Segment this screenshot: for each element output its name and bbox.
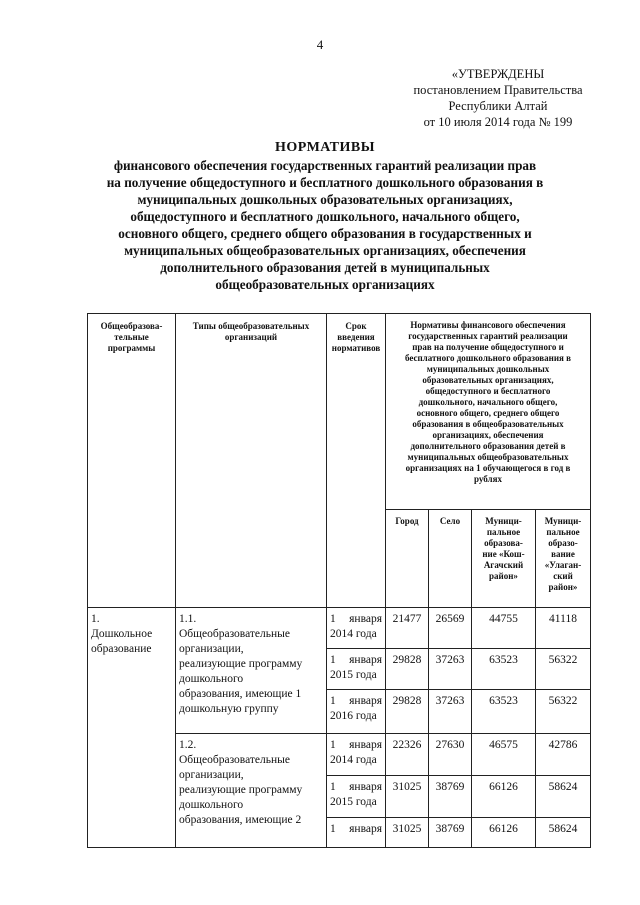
value-kosh-agach: 46575: [472, 734, 536, 776]
title-line: финансового обеспечения государственных гарантий реализации прав: [113, 158, 537, 173]
approval-line: Республики Алтай: [448, 99, 548, 113]
date-cell: 1 января 2016 года: [327, 690, 386, 734]
header-programs: Общеобразова- тельные программы: [88, 314, 176, 608]
value-city: 29828: [386, 690, 429, 734]
value-ulagan: 58624: [536, 818, 591, 848]
header-city: Город: [386, 510, 429, 608]
program-name: Дошкольное образование: [91, 628, 153, 655]
date-cell: 1 января: [327, 818, 386, 848]
value-kosh-agach: 44755: [472, 608, 536, 649]
date-cell: 1 января 2015 года: [327, 649, 386, 690]
value-city: 21477: [386, 608, 429, 649]
date-cell: 1 января 2014 года: [327, 608, 386, 649]
header-norms: Нормативы финансового обеспечения государственных гарантий реализации прав на получение общедоступного и бесплатного дошкольного образования в муниципальных дошкольных образовательных организациях, общедоступного и бесплатного дошкольного, начального общего, основного общего, среднего общего образования в общеобразовательных организациях, обеспечения дополнительного образования детей в муниципальных общеобразовательных организациях на 1 обучающегося в год в рублях: [386, 314, 591, 510]
norms-table: [87, 313, 591, 848]
value-ulagan: 56322: [536, 649, 591, 690]
program-number: 1.: [91, 613, 100, 625]
title-main: НОРМАТИВЫ: [275, 140, 375, 155]
org-type-cell: 1.2. Общеобразовательные организации, реализующие программу дошкольного образования, имеющие 2: [176, 734, 327, 848]
value-village: 38769: [429, 818, 472, 848]
header-kosh-agach: Муници- пальное образова- ние «Кош- Агачский район»: [472, 510, 536, 608]
header-ulagan: Муници- пальное образо- вание «Улаган- ский район»: [536, 510, 591, 608]
org-type-cell: 1.1. Общеобразовательные организации, реализующие программу дошкольного образования, имеющие 1 дошкольную группу: [176, 608, 327, 734]
value-village: 26569: [429, 608, 472, 649]
approval-line: от 10 июля 2014 года № 199: [423, 115, 573, 129]
title-line: муниципальных дошкольных образовательных организациях,: [137, 192, 513, 207]
title-line: общедоступного и бесплатного дошкольного, начального общего,: [130, 209, 520, 224]
value-city: 29828: [386, 649, 429, 690]
header-term: Срок введения нормативов: [327, 314, 386, 608]
value-ulagan: 41118: [536, 608, 591, 649]
document-title: [90, 139, 560, 293]
value-ulagan: 42786: [536, 734, 591, 776]
value-city: 22326: [386, 734, 429, 776]
approval-line: «УТВЕРЖДЕНЫ: [451, 67, 545, 81]
program-cell: [88, 608, 176, 848]
value-village: 37263: [429, 649, 472, 690]
page-number: 4: [316, 37, 324, 52]
table-row: [88, 608, 591, 649]
value-village: 38769: [429, 776, 472, 818]
value-village: 37263: [429, 690, 472, 734]
value-village: 27630: [429, 734, 472, 776]
title-line: дополнительного образования детей в муниципальных: [160, 260, 490, 275]
title-line: общеобразовательных организациях: [215, 277, 435, 292]
title-line: на получение общедоступного и бесплатного дошкольного образования в: [106, 175, 544, 190]
title-line: основного общего, среднего общего образования в государственных и: [118, 226, 532, 241]
value-kosh-agach: 63523: [472, 690, 536, 734]
value-city: 31025: [386, 818, 429, 848]
value-kosh-agach: 66126: [472, 776, 536, 818]
value-ulagan: 58624: [536, 776, 591, 818]
date-cell: 1 января 2014 года: [327, 734, 386, 776]
value-ulagan: 56322: [536, 690, 591, 734]
value-city: 31025: [386, 776, 429, 818]
approval-line: постановлением Правительства: [413, 83, 583, 97]
header-row: [88, 314, 591, 510]
value-kosh-agach: 63523: [472, 649, 536, 690]
header-village: Село: [429, 510, 472, 608]
title-line: муниципальных общеобразовательных организациях, обеспечения: [124, 243, 526, 258]
value-kosh-agach: 66126: [472, 818, 536, 848]
header-org-types: Типы общеобразовательных организаций: [176, 314, 327, 608]
approval-block: [398, 66, 598, 130]
date-cell: 1 января 2015 года: [327, 776, 386, 818]
